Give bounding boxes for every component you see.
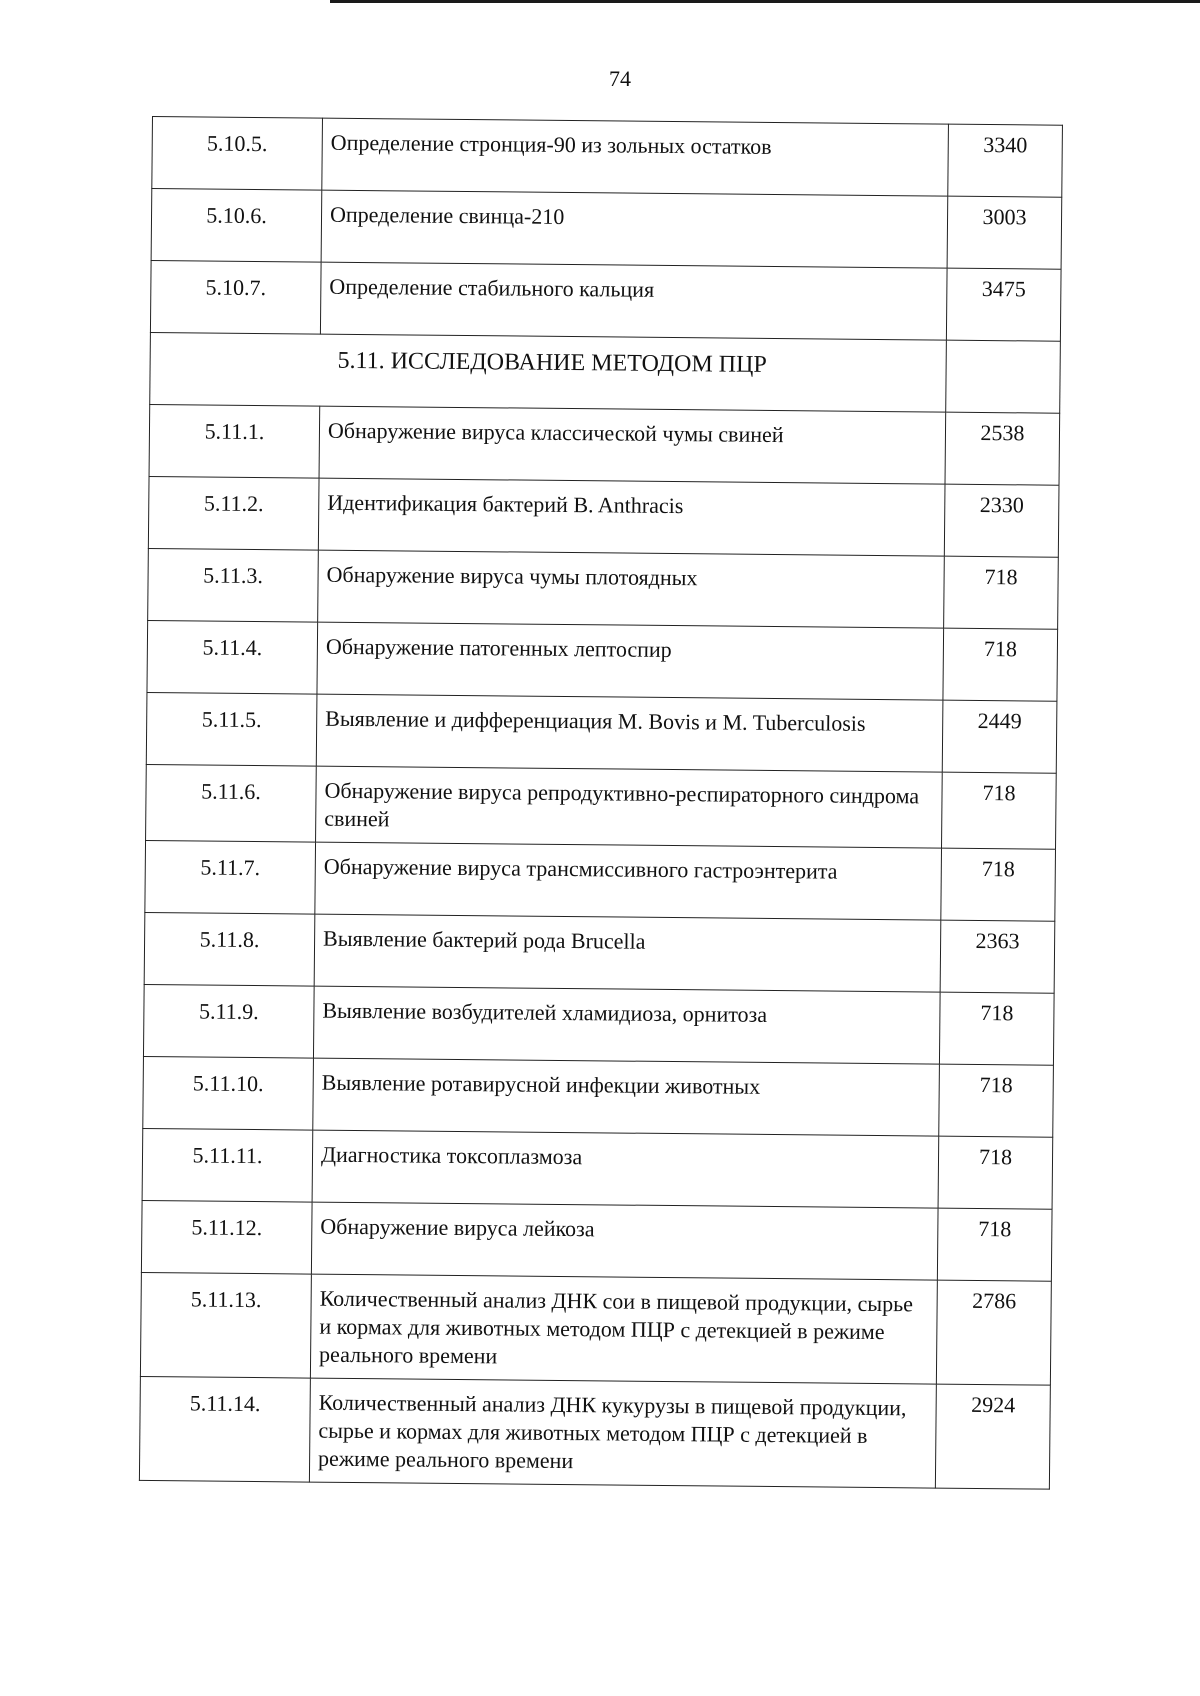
- row-service-name: Обнаружение вируса трансмиссивного гастроэнтерита: [315, 842, 942, 920]
- row-number: 5.10.6.: [151, 189, 322, 263]
- row-price: 3340: [948, 124, 1063, 197]
- table-row: [150, 260, 1061, 341]
- row-number: 5.11.7.: [145, 840, 316, 914]
- row-number: 5.11.10.: [143, 1056, 314, 1130]
- page-number: 74: [609, 66, 631, 91]
- row-number: 5.11.11.: [142, 1128, 313, 1202]
- row-number: 5.11.3.: [148, 548, 319, 622]
- section-header-row: [150, 332, 1061, 413]
- row-price: 2363: [940, 920, 1055, 993]
- row-price: 2449: [942, 700, 1057, 773]
- table-row: [140, 1272, 1051, 1385]
- price-table-container: [139, 116, 1062, 1490]
- row-price: 2786: [936, 1280, 1051, 1385]
- table-row: [152, 117, 1063, 198]
- table-row: [149, 404, 1060, 485]
- row-service-name: Количественный анализ ДНК сои в пищевой продукции, сырье и кормах для животных методом ПЦР с детекцией в режиме реального времени: [310, 1274, 937, 1384]
- table-row: [142, 1128, 1053, 1209]
- row-number: 5.11.14.: [139, 1376, 310, 1482]
- row-number: 5.11.12.: [141, 1200, 312, 1274]
- row-service-name: Определение стабильного кальция: [320, 262, 947, 340]
- row-service-name: Обнаружение патогенных лептоспир: [317, 622, 944, 700]
- row-price: 718: [944, 556, 1059, 629]
- row-service-name: Выявление ротавирусной инфекции животных: [313, 1058, 940, 1136]
- row-service-name: Обнаружение вируса чумы плотоядных: [318, 550, 945, 628]
- row-price: 3475: [946, 268, 1061, 341]
- row-price: 718: [939, 1064, 1054, 1137]
- row-service-name: Обнаружение вируса репродуктивно-респираторного синдрома свиней: [316, 766, 943, 848]
- row-service-name: Определение свинца-210: [321, 190, 948, 268]
- row-number: 5.10.7.: [150, 260, 321, 334]
- row-number: 5.11.13.: [140, 1272, 311, 1378]
- row-service-name: Выявление бактерий рода Brucella: [314, 914, 941, 992]
- row-service-name: Определение стронция-90 из зольных остатков: [322, 118, 949, 196]
- table-row: [146, 764, 1057, 849]
- row-price: 718: [937, 1208, 1052, 1281]
- row-price: 718: [941, 848, 1056, 921]
- scan-top-edge-line: [330, 0, 1200, 3]
- row-service-name: Диагностика токсоплазмоза: [312, 1130, 939, 1208]
- table-row: [145, 840, 1056, 921]
- row-price: 2330: [944, 484, 1059, 557]
- table-row: [144, 912, 1055, 993]
- table-row: [147, 620, 1058, 701]
- table-row: [141, 1200, 1052, 1281]
- row-price: 718: [938, 1136, 1053, 1209]
- price-table: [139, 116, 1063, 1490]
- table-row: [143, 1056, 1054, 1137]
- table-row: [148, 476, 1059, 557]
- row-number: 5.11.2.: [148, 476, 319, 550]
- row-number: 5.11.1.: [149, 404, 320, 478]
- table-row: [148, 548, 1059, 629]
- row-price: 718: [939, 992, 1054, 1065]
- row-service-name: Количественный анализ ДНК кукурузы в пищевой продукции, сырье и кормах для животных методом ПЦР с детекцией в режиме реального времени: [309, 1378, 936, 1488]
- table-row: [151, 189, 1062, 270]
- row-service-name: Обнаружение вируса лейкоза: [311, 1202, 938, 1280]
- row-number: 5.11.4.: [147, 620, 318, 694]
- row-service-name: Обнаружение вируса классической чумы свиней: [319, 406, 946, 484]
- row-number: 5.10.5.: [152, 117, 323, 191]
- row-price: 718: [943, 628, 1058, 701]
- section-title: 5.11. ИССЛЕДОВАНИЕ МЕТОДОМ ПЦР: [150, 332, 947, 412]
- row-number: 5.11.8.: [144, 912, 315, 986]
- row-price: 2924: [935, 1384, 1050, 1489]
- row-price: 2538: [945, 412, 1060, 485]
- table-row: [146, 692, 1057, 773]
- row-price: 718: [942, 772, 1057, 849]
- row-service-name: Выявление и дифференциация M. Bovis и M. Tuberculosis: [316, 694, 943, 772]
- row-service-name: Выявление возбудителей хламидиоза, орнитоза: [313, 986, 940, 1064]
- row-number: 5.11.9.: [143, 984, 314, 1058]
- row-number: 5.11.5.: [146, 692, 317, 766]
- table-row: [139, 1376, 1050, 1489]
- row-price: 3003: [947, 196, 1062, 269]
- table-row: [143, 984, 1054, 1065]
- row-service-name: Идентификация бактерий B. Anthracis: [318, 478, 945, 556]
- section-price-empty: [946, 340, 1061, 413]
- row-number: 5.11.6.: [146, 764, 317, 842]
